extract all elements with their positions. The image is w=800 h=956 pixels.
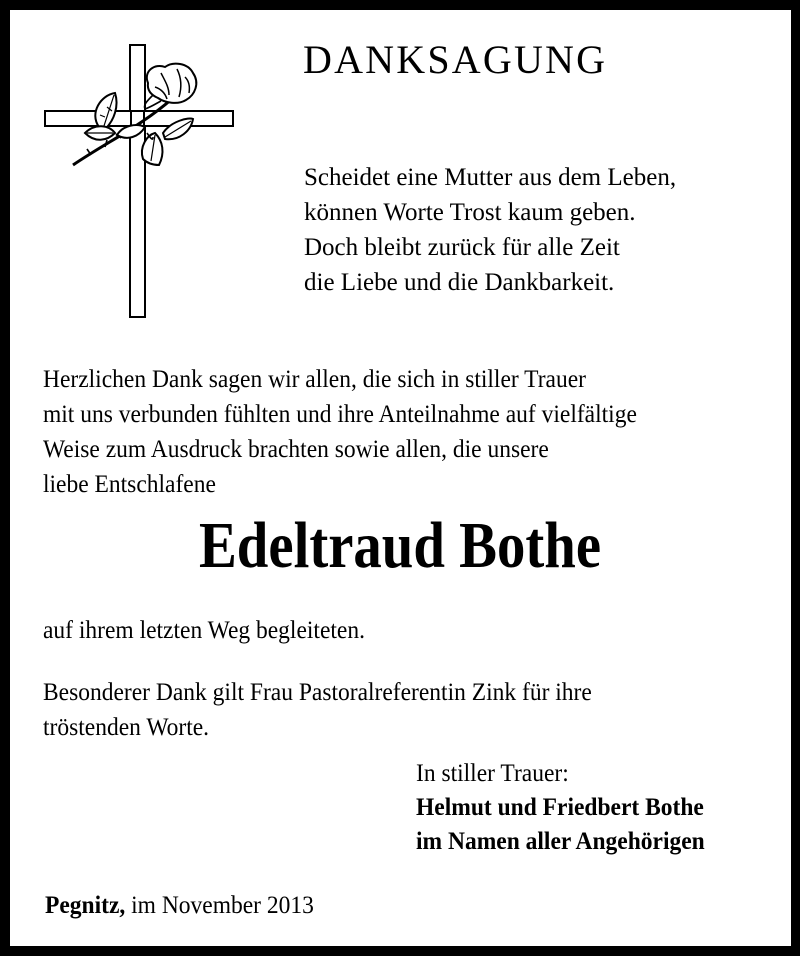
poem bbox=[304, 160, 676, 300]
place-date-footer bbox=[45, 888, 314, 923]
signature-intro: In stiller Trauer: bbox=[416, 760, 569, 787]
deceased-name: Edeltraud Bothe bbox=[198, 509, 602, 582]
after-name-line: auf ihrem letzten Weg begleiteten. bbox=[43, 617, 365, 644]
footer-place: Pegnitz, bbox=[45, 892, 126, 919]
poem-line: die Liebe und die Dankbarkeit. bbox=[304, 269, 615, 296]
body-line: mit uns verbunden fühlten und ihre Anteilnahme auf vielfältige bbox=[43, 401, 637, 428]
poem-line: können Worte Trost kaum geben. bbox=[304, 199, 636, 226]
cross-with-rose-icon bbox=[43, 43, 235, 319]
special-thanks-line: tröstenden Worte. bbox=[43, 714, 210, 741]
body-line: Weise zum Ausdruck brachten sowie allen, die unsere bbox=[43, 436, 549, 463]
special-thanks-line: Besonderer Dank gilt Frau Pastoralreferentin Zink für ihre bbox=[43, 679, 592, 706]
poem-line: Scheidet eine Mutter aus dem Leben, bbox=[304, 164, 677, 191]
signature-block bbox=[416, 757, 705, 859]
signature-names: Helmut und Friedbert Bothe bbox=[416, 794, 704, 821]
signature-family: im Namen aller Angehörigen bbox=[416, 828, 705, 855]
poem-line: Doch bleibt zurück für alle Zeit bbox=[304, 234, 620, 261]
special-thanks-paragraph bbox=[43, 675, 592, 745]
footer-date: im November 2013 bbox=[131, 892, 314, 919]
thanks-paragraph bbox=[43, 362, 637, 502]
body-line: liebe Entschlafene bbox=[43, 471, 216, 498]
body-line: Herzlichen Dank sagen wir allen, die sich in stiller Trauer bbox=[43, 366, 586, 393]
notice-title: DANKSAGUNG bbox=[303, 37, 608, 82]
